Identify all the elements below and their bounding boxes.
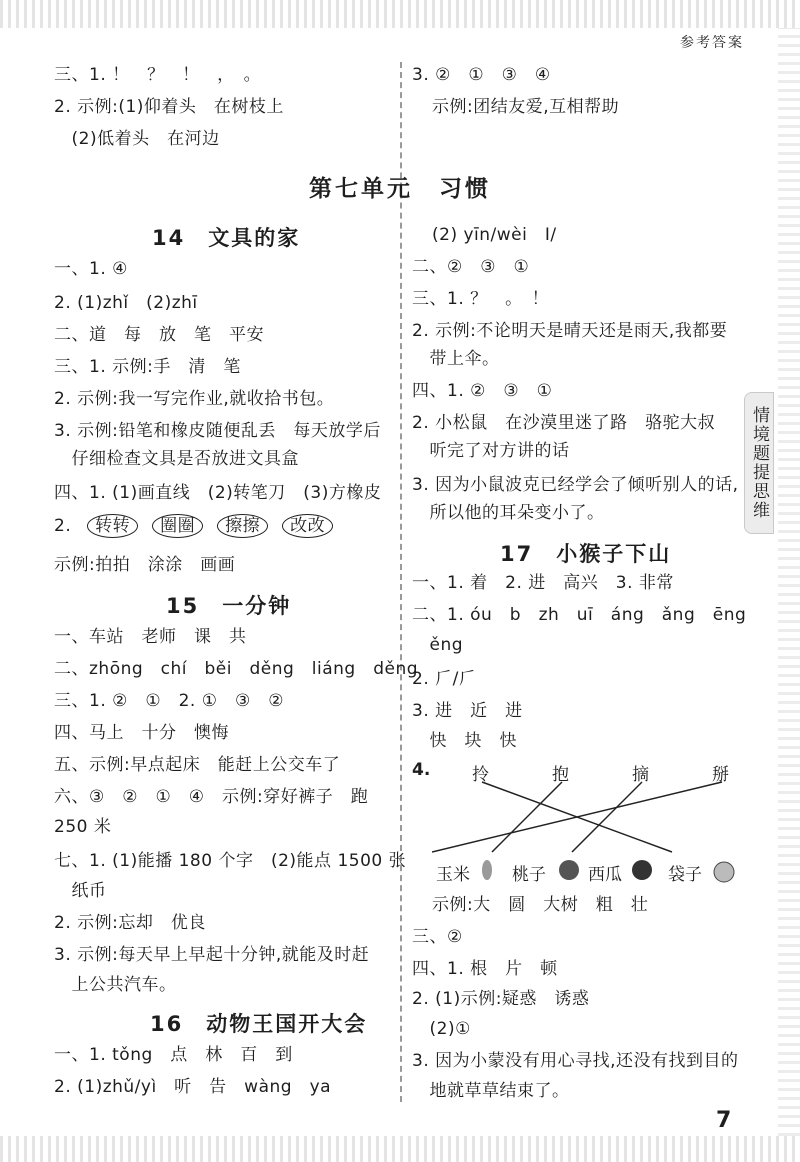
- answer-line: 2. 示例:(1)仰着头 在树枝上: [54, 97, 284, 117]
- match-noun: 西瓜: [588, 865, 622, 885]
- peach-icon: [559, 860, 579, 880]
- answer-line: 3. 示例:铅笔和橡皮随便乱丢 每天放学后: [54, 421, 381, 441]
- answer-line: 2. 小松鼠 在沙漠里迷了路 骆驼大叔: [412, 413, 716, 433]
- lesson-title-16: 16 动物王国开大会: [150, 1012, 368, 1036]
- bag-icon: [714, 862, 734, 882]
- matching-diagram: [412, 760, 752, 890]
- answer-line: 一、1. 着 2. 进 高兴 3. 非常: [412, 573, 674, 593]
- answer-line: 纸币: [54, 881, 107, 901]
- match-noun: 桃子: [512, 865, 546, 885]
- answer-line: 二、② ③ ①: [412, 257, 530, 277]
- question-number: 4.: [412, 760, 431, 780]
- answer-line: 快 块 快: [412, 731, 517, 751]
- answer-line: 三、②: [412, 927, 463, 947]
- match-verb: 掰: [712, 765, 729, 785]
- lesson-title-17: 17 小猴子下山: [500, 542, 672, 566]
- side-tab: 情境题提思维: [744, 392, 774, 534]
- answer-line: 四、马上 十分 懊悔: [54, 723, 229, 743]
- answer-line: 二、1. óu b zh uī áng ǎng ēng: [412, 605, 747, 625]
- circled-word: 转转: [87, 514, 138, 538]
- answer-line: 仔细检查文具是否放进文具盒: [54, 449, 299, 469]
- answer-line: 四、1. ② ③ ①: [412, 381, 553, 401]
- top-border-texture: [0, 0, 800, 28]
- answer-line: (2)①: [412, 1019, 471, 1039]
- circled-word: 圈圈: [152, 514, 203, 538]
- answer-line: 3. 因为小蒙没有用心寻找,还没有找到目的: [412, 1051, 739, 1071]
- answer-line: 2. (1)示例:疑惑 诱惑: [412, 989, 590, 1009]
- answer-line: 示例:拍拍 涂涂 画画: [54, 555, 236, 575]
- answer-line: 二、zhōng chí běi děng liáng děng: [54, 659, 419, 679]
- answer-line: (2)低着头 在河边: [54, 129, 220, 149]
- answer-line: 2. 示例:我一写完作业,就收拾书包。: [54, 389, 335, 409]
- answer-line: 2. 示例:不论明天是晴天还是雨天,我都要: [412, 321, 728, 341]
- answer-line: 三、1. ② ① 2. ① ③ ②: [54, 691, 284, 711]
- answer-line: 听完了对方讲的话: [412, 441, 570, 461]
- answer-line: 三、1. ？ 。 ！: [412, 289, 550, 309]
- answer-line: 250 米: [54, 817, 112, 837]
- answer-line: 六、③ ② ① ④ 示例:穿好裤子 跑: [54, 787, 369, 807]
- answer-line: 四、1. 根 片 顿: [412, 959, 558, 979]
- answer-line: 一、1. tǒng 点 林 百 到: [54, 1045, 293, 1065]
- answer-line: 示例:大 圆 大树 粗 壮: [432, 895, 649, 915]
- answer-line: 一、车站 老师 课 共: [54, 627, 247, 647]
- answer-line: 2. 示例:忘却 优良: [54, 913, 206, 933]
- answer-line: 二、道 每 放 笔 平安: [54, 325, 264, 345]
- answer-line: 3. 因为小鼠波克已经学会了倾听别人的话,: [412, 475, 739, 495]
- answer-line: 2. (1)zhǔ/yì 听 告 wàng ya: [54, 1077, 332, 1097]
- answer-line: 3. 进 近 进: [412, 701, 523, 721]
- match-noun: 玉米: [436, 865, 470, 885]
- answer-line: 三、1. 示例:手 清 笔: [54, 357, 241, 377]
- answer-line: 一、1. ④: [54, 259, 128, 279]
- page-header-label: 参考答案: [680, 35, 744, 51]
- match-verb: 抱: [552, 765, 569, 785]
- column-divider: [400, 62, 402, 1102]
- answer-line: 三、1. ！ ？ ！ ， 。: [54, 65, 262, 85]
- answer-line: 带上伞。: [412, 349, 500, 369]
- answer-line: 四、1. (1)画直线 (2)转笔刀 (3)方橡皮: [54, 483, 382, 503]
- answer-line: 2. 𠂆/𠂆: [412, 669, 477, 689]
- answer-line: ěng: [412, 635, 464, 655]
- match-verb: 拎: [472, 765, 489, 785]
- question-number: 2.: [54, 516, 72, 536]
- circled-word: 改改: [282, 514, 333, 538]
- answer-line: (2) yīn/wèi I/: [432, 225, 557, 245]
- lesson-title-14: 14 文具的家: [152, 226, 301, 250]
- circled-word: 擦擦: [217, 514, 268, 538]
- bottom-border-texture: [0, 1136, 800, 1162]
- match-line: [492, 782, 562, 852]
- corn-icon: [482, 860, 492, 880]
- answer-line: 示例:团结友爱,互相帮助: [432, 97, 620, 117]
- lesson-title-15: 15 一分钟: [166, 594, 292, 618]
- answer-line: 七、1. (1)能播 180 个字 (2)能点 1500 张: [54, 851, 407, 871]
- page-number: 7: [716, 1108, 732, 1133]
- answer-line: 地就草草结束了。: [412, 1081, 570, 1101]
- match-line: [572, 782, 642, 852]
- answer-line: 五、示例:早点起床 能赶上公交车了: [54, 755, 341, 775]
- answer-line: 3. ② ① ③ ④: [412, 65, 551, 85]
- match-verb: 摘: [632, 765, 649, 785]
- answer-line: 所以他的耳朵变小了。: [412, 503, 605, 523]
- answer-line: 上公共汽车。: [54, 975, 177, 995]
- unit-title: 第七单元 习惯: [309, 176, 491, 202]
- match-noun: 袋子: [668, 865, 702, 885]
- circled-answer-line: [54, 514, 347, 538]
- watermelon-icon: [632, 860, 652, 880]
- answer-line: 3. 示例:每天早上早起十分钟,就能及时赶: [54, 945, 370, 965]
- answer-line: 2. (1)zhǐ (2)zhī: [54, 293, 198, 313]
- match-line: [432, 782, 722, 852]
